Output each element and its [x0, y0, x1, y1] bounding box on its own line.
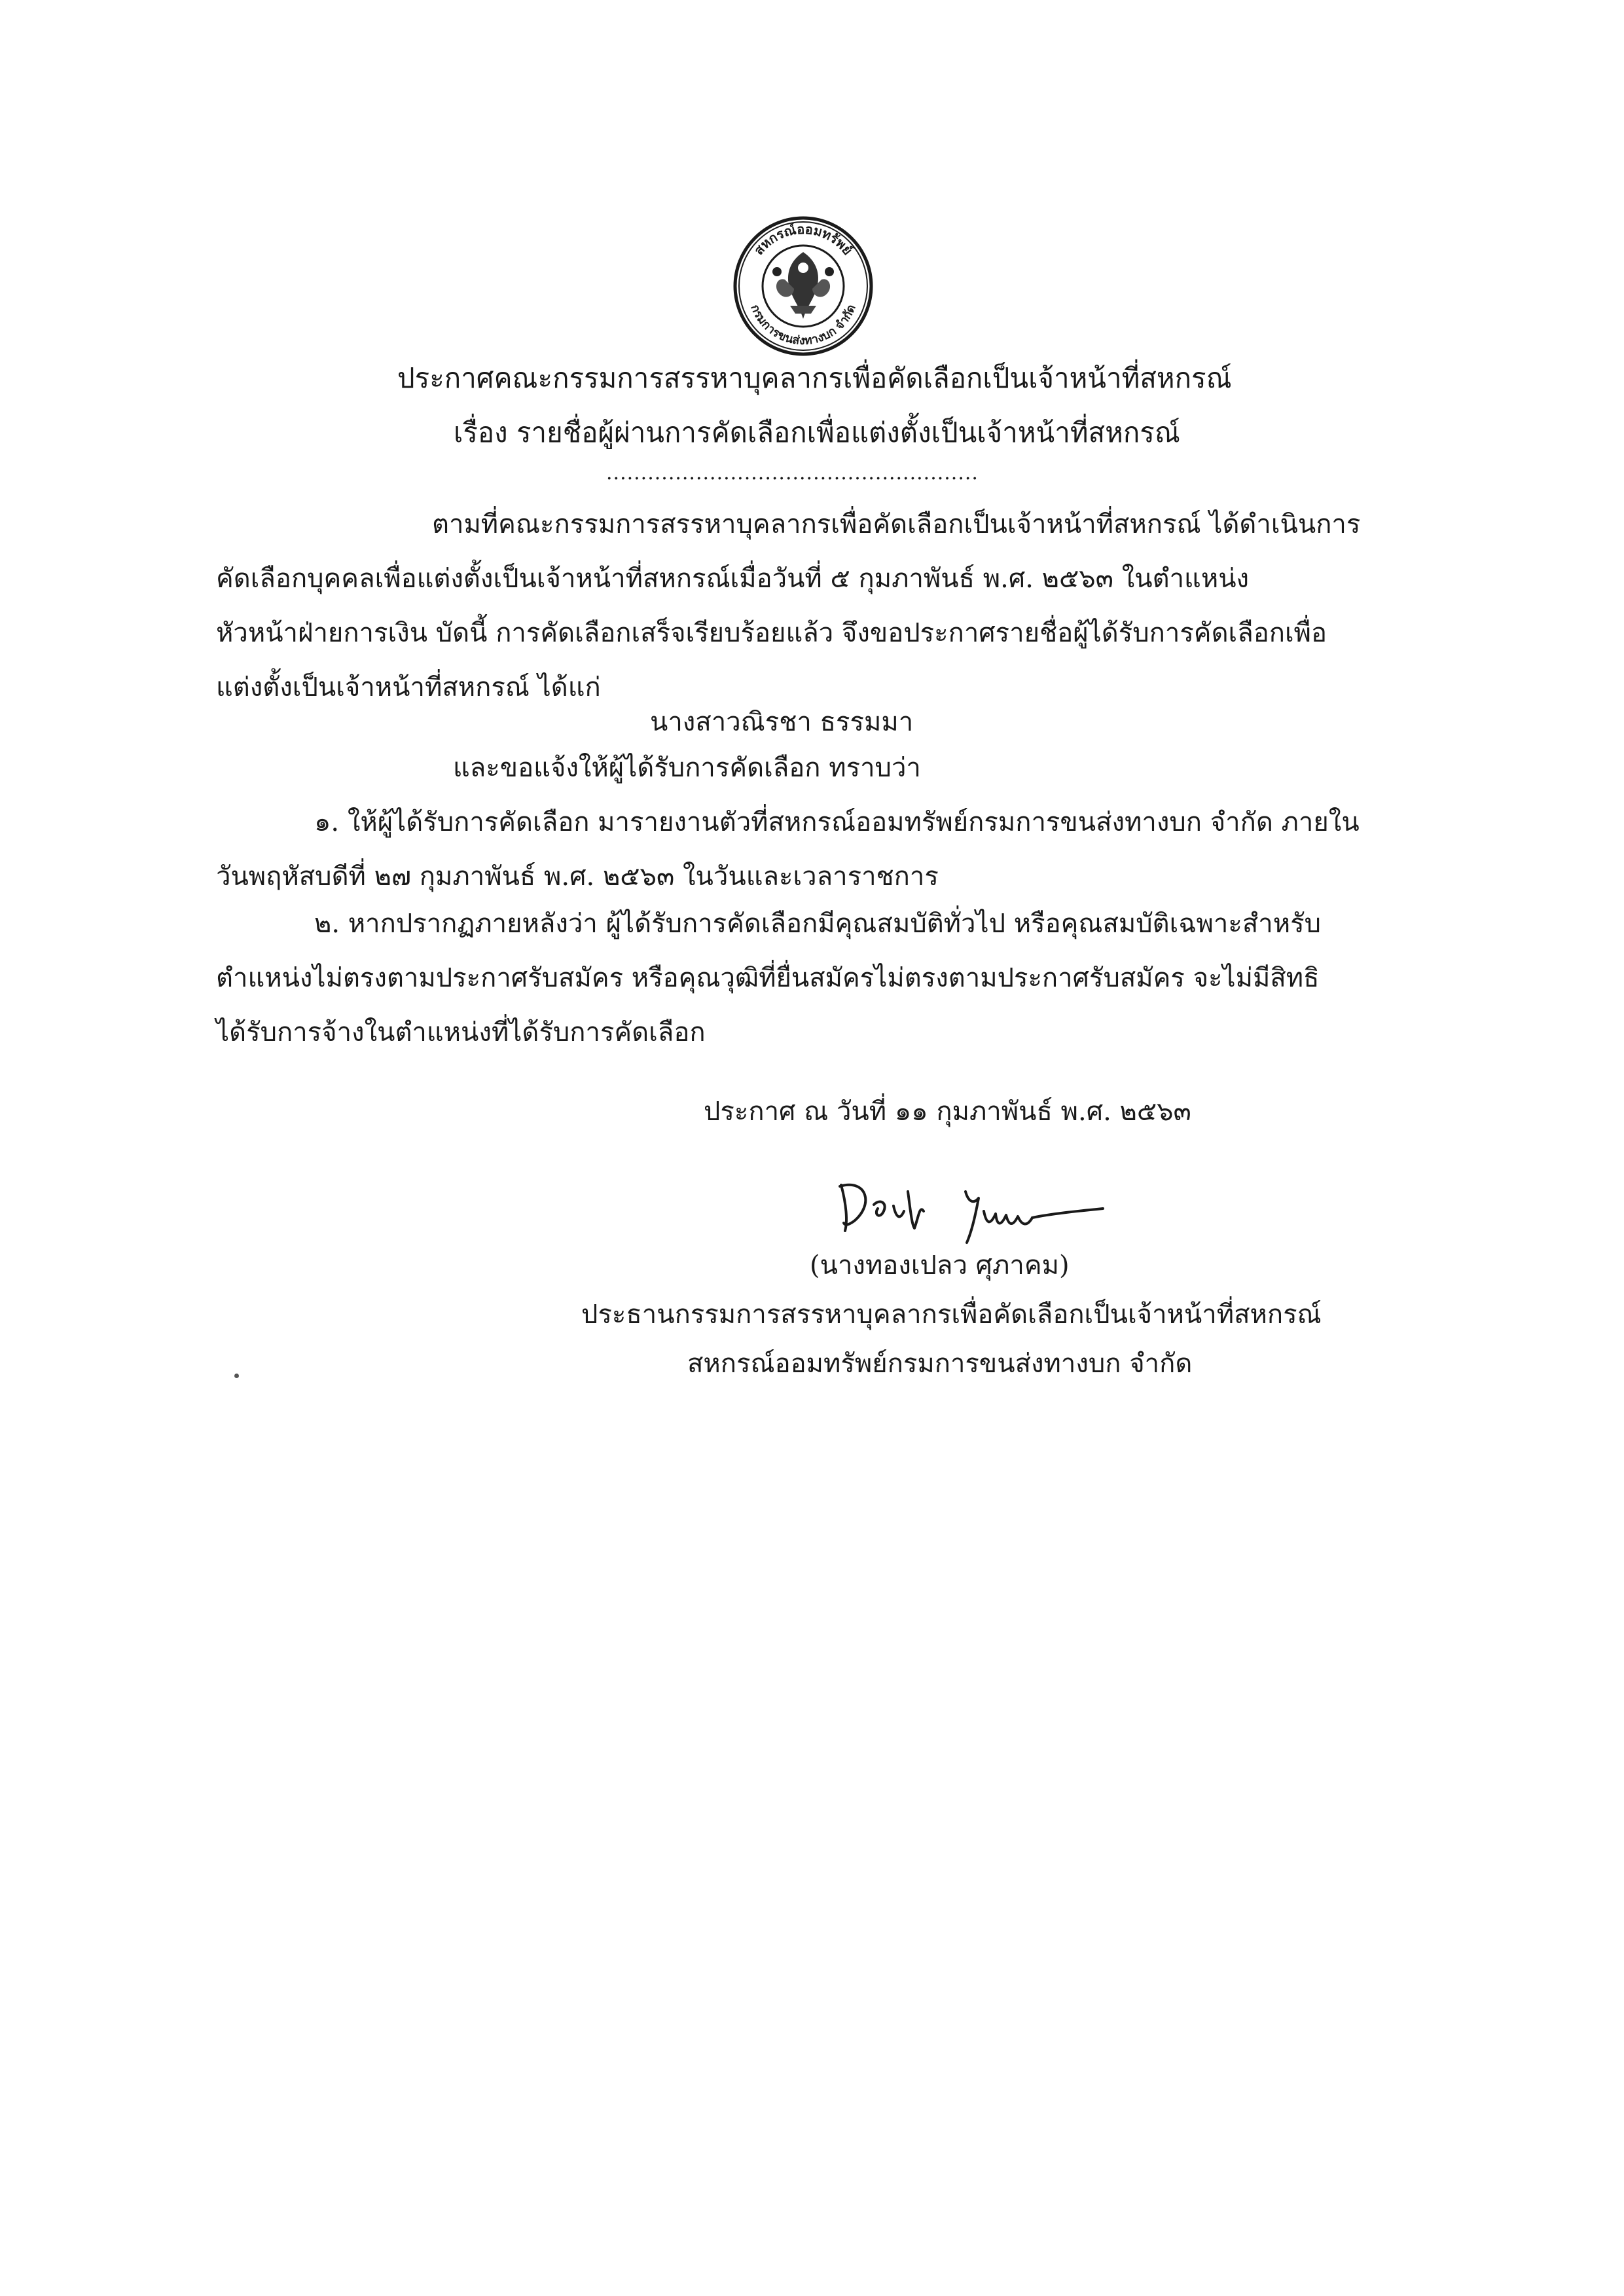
paragraph-line: แต่งตั้งเป็นเจ้าหน้าที่สหกรณ์ ได้แก่ [216, 672, 601, 702]
notify-line: และขอแจ้งให้ผู้ได้รับการคัดเลือก ทราบว่า [453, 753, 921, 783]
paragraph-line: ตามที่คณะกรรมการสรรหาบุคลากรเพื่อคัดเลือกเป็นเจ้าหน้าที่สหกรณ์ ได้ดำเนินการ [432, 509, 1361, 539]
svg-text:สหกรณ์ออมทรัพย์: สหกรณ์ออมทรัพย์ [750, 221, 856, 258]
condition-item-1 [216, 795, 1381, 904]
condition-item-2 [216, 897, 1381, 1060]
intro-paragraph [216, 498, 1381, 715]
item-line: ๒. หากปรากฏภายหลังว่า ผู้ได้รับการคัดเลือกมีคุณสมบัติทั่วไป หรือคุณสมบัติเฉพาะสำหรับ [314, 909, 1321, 939]
announcement-title: ประกาศคณะกรรมการสรรหาบุคลากรเพื่อคัดเลือกเป็นเจ้าหน้าที่สหกรณ์ [397, 362, 1232, 394]
selected-person-name: นางสาวณิรชา ธรรมมา [650, 707, 914, 737]
announcement-subject: เรื่อง รายชื่อผู้ผ่านการคัดเลือกเพื่อแต่งตั้งเป็นเจ้าหน้าที่สหกรณ์ [454, 416, 1180, 448]
svg-text:กรมการขนส่งทางบก จำกัด: กรมการขนส่งทางบก จำกัด [748, 302, 859, 348]
item-line: ๑. ให้ผู้ได้รับการคัดเลือก มารายงานตัวที่สหกรณ์ออมทรัพย์กรมการขนส่งทางบก จำกัด ภายใน [314, 807, 1360, 837]
signer-name: (นางทองเปลว ศุภาคม) [810, 1250, 1070, 1281]
item-line: ตำแหน่งไม่ตรงตามประกาศรับสมัคร หรือคุณวุฒิที่ยื่นสมัครไม่ตรงตามประกาศรับสมัคร จะไม่มีสิทธิ [216, 963, 1320, 993]
handwritten-signature [828, 1165, 1110, 1250]
organization-name: สหกรณ์ออมทรัพย์กรมการขนส่งทางบก จำกัด [687, 1349, 1193, 1379]
scan-speck [234, 1374, 239, 1378]
item-line: วันพฤหัสบดีที่ ๒๗ กุมภาพันธ์ พ.ศ. ๒๕๖๓ ในวันและเวลาราชการ [216, 862, 939, 892]
paragraph-line: คัดเลือกบุคคลเพื่อแต่งตั้งเป็นเจ้าหน้าที่สหกรณ์เมื่อวันที่ ๕ กุมภาพันธ์ พ.ศ. ๒๕๖๓ ในตำแหน่ง [216, 564, 1250, 594]
signer-position: ประธานกรรมการสรรหาบุคลากรเพื่อคัดเลือกเป็นเจ้าหน้าที่สหกรณ์ [581, 1300, 1322, 1330]
cooperative-seal-logo [731, 214, 875, 358]
announcement-date: ประกาศ ณ วันที่ ๑๑ กุมภาพันธ์ พ.ศ. ๒๕๖๓ [704, 1097, 1191, 1127]
paragraph-line: หัวหน้าฝ่ายการเงิน บัดนี้ การคัดเลือกเสร็จเรียบร้อยแล้ว จึงขอประกาศรายชื่อผู้ได้รับการคัดเลือกเพื่อ [216, 618, 1327, 648]
dotted-divider: ...................................................... [606, 462, 979, 484]
item-line: ได้รับการจ้างในตำแหน่งที่ได้รับการคัดเลือก [216, 1017, 706, 1048]
